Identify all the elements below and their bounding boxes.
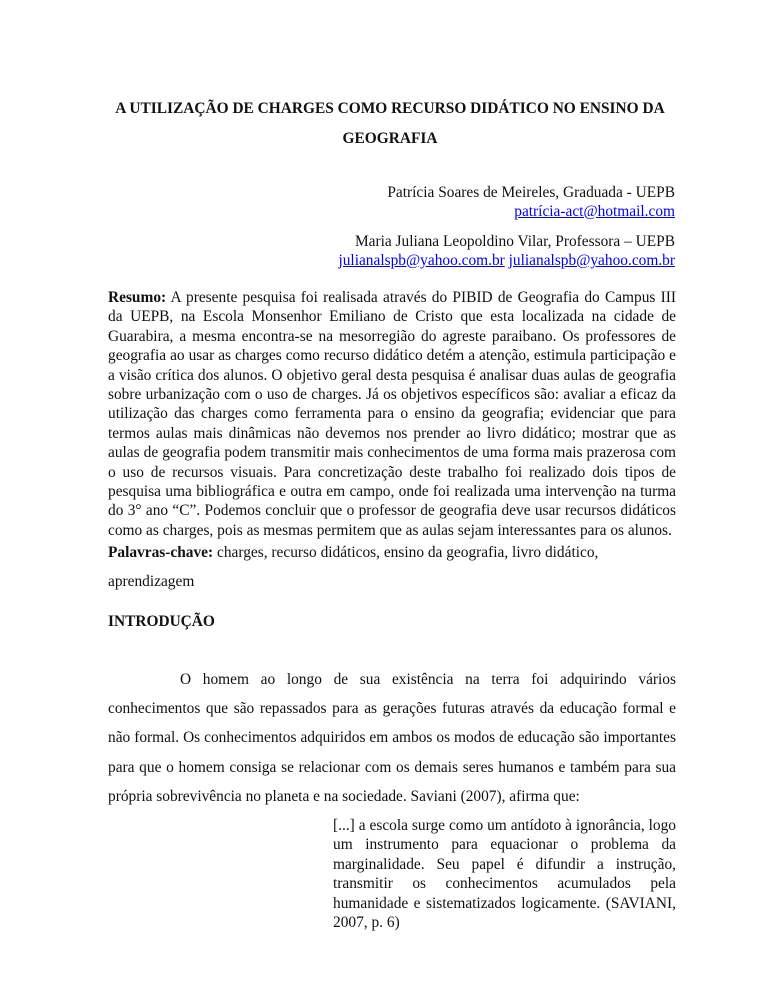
keywords-text-line-2: aprendizagem (108, 573, 195, 590)
paper-title (100, 94, 680, 154)
abstract-label: Resumo: (108, 289, 167, 306)
title-line-2: GEOGRAFIA (342, 130, 438, 147)
author-1 (387, 183, 675, 221)
author-1-email-link[interactable]: patrícia-act@hotmail.com (514, 203, 675, 220)
section-heading-introduction: INTRODUÇÃO (108, 613, 215, 630)
abstract (108, 288, 676, 540)
abstract-text: A presente pesquisa foi realisada através do PIBID de Geografia do Campus III da UEPB, na Escola Monsenhor Emiliano de Cristo que esta localizada na cidade de Guarabira, a mesma encontra-se na mesorregião do agreste paraibano. Os professores de geografia ao usar as charges como recurso didático detém a atenção, estimula participação e a visão crítica dos alunos. O objetivo geral desta pesquisa é analisar duas aulas de geografia sobre urbanização com o uso de charges. Já os objetivos específicos são: avaliar a eficaz da utilização das charges como ferramenta para o ensino da geografia; evidenciar que para termos aulas mais dinâmicas não devemos nos prender ao livro didático; mostrar que as aulas de geografia podem transmitir mais conhecimentos de uma forma mais prazerosa com o uso de recursos visuais. Para concretização deste trabalho foi realizado dois tipos de pesquisa uma bibliográfica e outra em campo, onde foi realizada uma intervenção na turma do 3° ano “C”. Podemos concluir que o professor de geografia deve usar recursos didáticos como as charges, pois as mesmas permitem que as aulas sejam interessantes para os alunos. (108, 289, 676, 539)
keywords-label: Palavras-chave: (108, 544, 214, 561)
keywords (108, 538, 676, 596)
author-2 (338, 232, 675, 270)
author-2-name: Maria Juliana Leopoldino Vilar, Professora – UEPB (354, 233, 675, 250)
title-line-1: A UTILIZAÇÃO DE CHARGES COMO RECURSO DIDÁTICO NO ENSINO DA (115, 100, 665, 117)
keywords-text: charges, recurso didáticos, ensino da geografia, livro didático, (217, 544, 599, 561)
author-1-name: Patrícia Soares de Meireles, Graduada - UEPB (387, 184, 675, 201)
author-2-email-link-2[interactable]: julianalspb@yahoo.com.br (508, 252, 675, 269)
author-2-email-link-1[interactable]: julianalspb@yahoo.com.br (338, 252, 505, 269)
block-quote: [...] a escola surge como um antídoto à ignorância, logo um instrumento para equacionar o problema da marginalidade. Seu papel é difundir a instrução, transmitir os conhecimentos acumulados pela humanidade e sistematizados logicamente. (SAVIANI, 2007, p. 6) (333, 817, 676, 932)
introduction-paragraph: O homem ao longo de sua existência na terra foi adquirindo vários conhecimentos que são repassados para as gerações futuras através da educação formal e não formal. Os conhecimentos adquiridos em ambos os modos de educação são importantes para que o homem consiga se relacionar com os demais seres humanos e também para sua própria sobrevivência no planeta e na sociedade. Saviani (2007), afirma que: (108, 671, 676, 805)
